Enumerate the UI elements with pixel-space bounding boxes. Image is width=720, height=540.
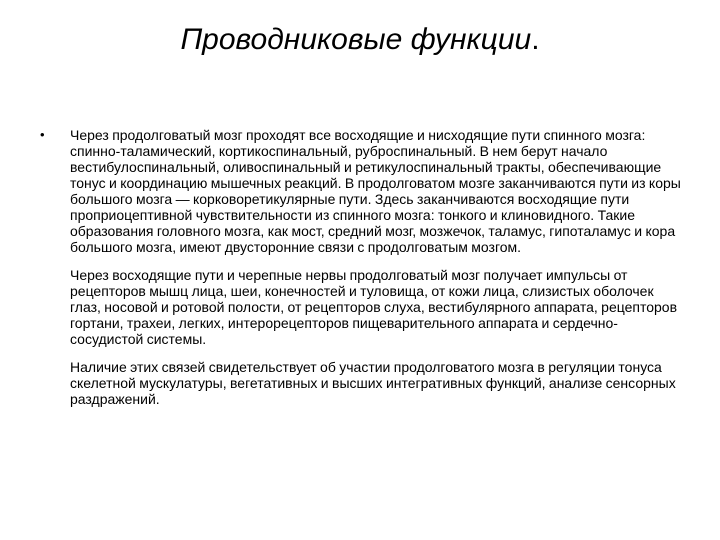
paragraph-receptors: Через восходящие пути и черепные нервы продолговатый мозг получает импульсы от рецепторов мышц лица, шеи, конечностей и туловища, от кожи лица, слизистых оболочек глаз, носовой и ротовой полости, от рецепторов слуха, вестибулярного аппарата, рецепторов гортани, трахеи, легких, интерорецепторов пищеварительного аппарата и сердечно-сосудистой системы. [70, 267, 678, 347]
content-body [70, 127, 686, 419]
paragraph-conclusion: Наличие этих связей свидетельствует об участии продолговатого мозга в регуляции тонуса скелетной мускулатуры, вегетативных и высших интегративных функций, анализе сенсорных раздражений. [70, 359, 676, 407]
paragraph-pathways: Через продолговатый мозг проходят все восходящие и нисходящие пути спинного мозга: спинно-таламический, кортикоспинальный, руброспинальный. В нем берут начало вестибулоспинальный, оливоспинальный и ретикулоспинальный тракты, обеспечивающие тонус и координацию мышечных реакций. В продолговатом мозге заканчиваются пути из коры большого мозга — корковоретикулярные пути. Здесь заканчиваются восходящие пути проприоцептивной чувствительности из спинного мозга: тонкого и клиновидного. Такие образования головного мозга, как мост, средний мозг, мозжечок, таламус, гипоталамус и кора большого мозга, имеют двусторонние связи с продолговатым мозгом. [70, 127, 681, 255]
page-title [0, 20, 720, 60]
title-text: Проводниковые функции [180, 23, 532, 56]
bullet-marker: • [40, 127, 45, 142]
title-period: . [531, 23, 540, 56]
